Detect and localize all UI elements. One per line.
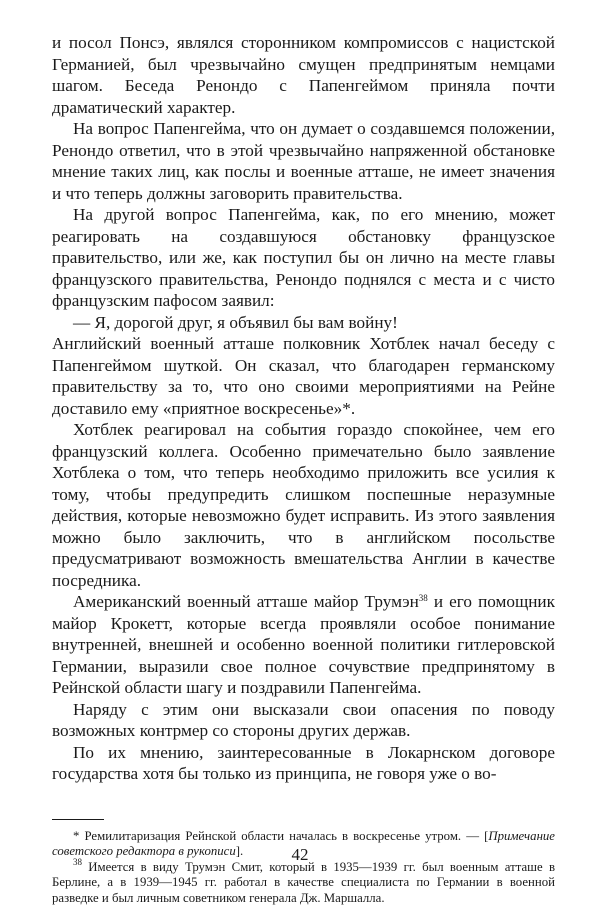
main-text	[52, 32, 555, 785]
footnote-38	[52, 860, 555, 906]
paragraph-5: Английский военный атташе полковник Хотблек начал беседу с Папенгеймом шуткой. Он сказал, что благодарен германскому правительству за то, что оно своими мероприятиями на Рейне доставило ему «приятное воскресенье»*.	[52, 333, 555, 419]
page-content	[52, 32, 555, 906]
footnote-38-marker: 38	[73, 857, 82, 867]
footnote-asterisk-italic: Примечание советского редактора в рукописи	[52, 829, 555, 859]
footnotes	[52, 829, 555, 906]
footnote-asterisk-end: ].	[236, 844, 243, 858]
paragraph-4-quote: — Я, дорогой друг, я объявил бы вам войну!	[52, 312, 555, 334]
paragraph-8: Наряду с этим они высказали свои опасения по поводу возможных контрмер со стороны других держав.	[52, 699, 555, 742]
paragraph-2: На вопрос Папенгейма, что он думает о создавшемся положении, Ренондо ответил, что в этой чрезвычайно напряженной обстановке мнение таких лиц, как послы и военные атташе, не имеет значения и что теперь должны заговорить правительства.	[52, 118, 555, 204]
footnote-asterisk-text: * Ремилитаризация Рейнской области началась в воскресенье утром. — [	[73, 829, 488, 843]
paragraph-7	[52, 591, 555, 699]
footnote-divider	[52, 819, 104, 820]
paragraph-7-start: Американский военный атташе майор Трумэн	[73, 592, 419, 611]
paragraph-9: По их мнению, заинтересованные в Локарнском договоре государства хотя бы только из принципа, не говоря уже о во-	[52, 742, 555, 785]
paragraph-6: Хотблек реагировал на события гораздо спокойнее, чем его французский коллега. Особенно примечательно было заявление Хотблека о том, что теперь необходимо приложить все усилия к тому, чтобы предупредить слишком поспешные неразумные действия, которые невозможно будет исправить. Из этого заявления можно было заключить, что в английском посольстве предусматривают возможность вмешательства Англии в качестве посредника.	[52, 419, 555, 591]
paragraph-1: и посол Понсэ, являлся сторонником компромиссов с нацистской Германией, был чрезвычайно смущен предпринятым немцами шагом. Беседа Ренондо с Папенгеймом приняла почти драматический характер.	[52, 32, 555, 118]
paragraph-3: На другой вопрос Папенгейма, как, по его мнению, может реагировать на создавшуюся обстановку французское правительство, или же, как поступил бы он лично на месте главы французского правительства, Ренондо поднялся с места и с чисто французским пафосом заявил:	[52, 204, 555, 312]
footnote-ref-38: 38	[419, 593, 428, 603]
page-number: 42	[0, 845, 600, 865]
footnote-38-text: Имеется в виду Трумэн Смит, который в 1935—1939 гг. был военным атташе в Берлине, а в 1939—1945 гг. работал в качестве специалиста по Германии в военной разведке и был личным советником генерала Дж. Маршалла.	[52, 860, 555, 905]
paragraph-7-end: и его помощник майор Крокетт, которые всегда проявляли особое понимание внутренней, внешней и особенно военной политики гитлеровской Германии, выразили свое полное сочувствие предпринятому в Рейнской области шагу и поздравили Папенгейма.	[52, 592, 555, 697]
